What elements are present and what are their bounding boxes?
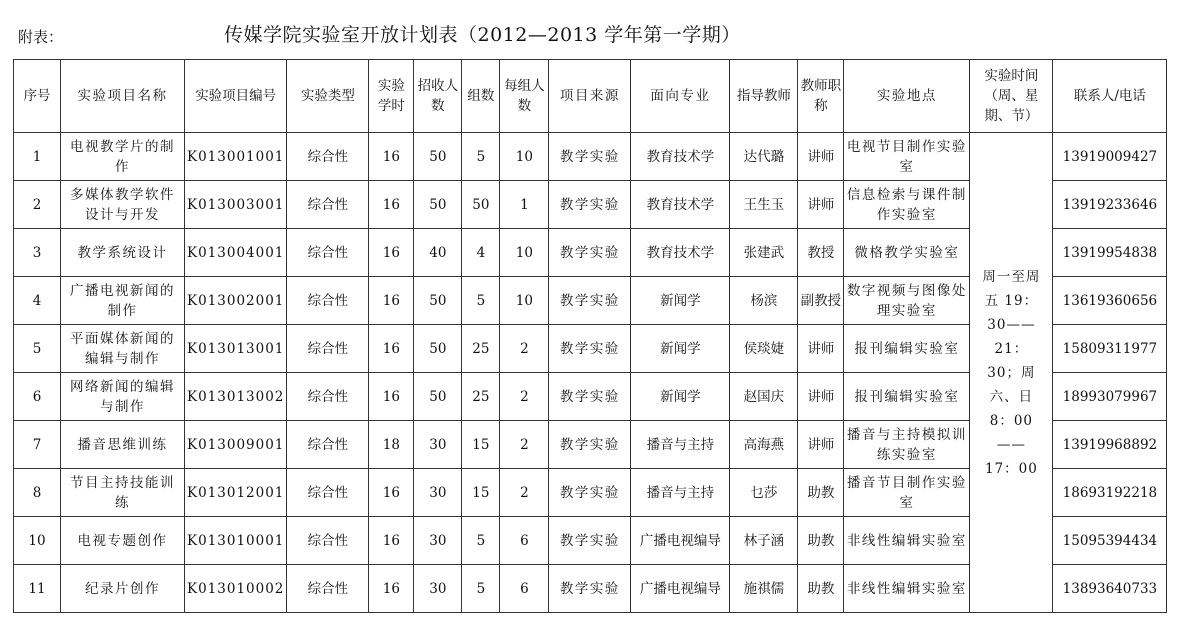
- lab-plan-table: [13, 59, 1167, 613]
- major-cell: 新闻学: [631, 277, 730, 325]
- location-cell: 微格教学实验室: [844, 229, 970, 277]
- per-group-cell: 6: [500, 517, 549, 565]
- row-number-cell: 10: [14, 517, 61, 565]
- appendix-label: 附表：: [18, 28, 64, 46]
- location-cell: 播音节目制作实验室: [844, 469, 970, 517]
- column-header: 项目来源: [549, 60, 631, 133]
- enrollment-cell: 50: [414, 277, 462, 325]
- contact-phone-cell: 13919009427: [1053, 133, 1167, 181]
- row-number-cell: 3: [14, 229, 61, 277]
- experiment-type-cell: 综合性: [287, 517, 369, 565]
- project-source-cell: 教学实验: [549, 277, 631, 325]
- teacher-cell: 林子涵: [730, 517, 798, 565]
- location-cell: 非线性编辑实验室: [844, 565, 970, 613]
- column-header: 实验时间（周、星期、节）: [970, 60, 1053, 133]
- teacher-title-cell: 副教授: [798, 277, 844, 325]
- project-source-cell: 教学实验: [549, 181, 631, 229]
- project-name-cell: 教学系统设计: [61, 229, 185, 277]
- group-count-cell: 5: [462, 133, 500, 181]
- project-code-cell: K013009001: [185, 421, 287, 469]
- major-cell: 广播电视编导: [631, 517, 730, 565]
- project-code-cell: K013013002: [185, 373, 287, 421]
- teacher-cell: 杨滨: [730, 277, 798, 325]
- page-title: 传媒学院实验室开放计划表（2012—2013 学年第一学期）: [224, 24, 741, 46]
- enrollment-cell: 40: [414, 229, 462, 277]
- column-header: 面向专业: [631, 60, 730, 133]
- group-count-cell: 5: [462, 517, 500, 565]
- per-group-cell: 1: [500, 181, 549, 229]
- table-body: [14, 133, 1167, 613]
- per-group-cell: 2: [500, 325, 549, 373]
- teacher-cell: 高海燕: [730, 421, 798, 469]
- per-group-cell: 2: [500, 469, 549, 517]
- project-source-cell: 教学实验: [549, 421, 631, 469]
- table-row: [14, 133, 1167, 181]
- project-code-cell: K013013001: [185, 325, 287, 373]
- major-cell: 教育技术学: [631, 133, 730, 181]
- contact-phone-cell: 18993079967: [1053, 373, 1167, 421]
- per-group-cell: 2: [500, 373, 549, 421]
- group-count-cell: 5: [462, 565, 500, 613]
- contact-phone-cell: 13619360656: [1053, 277, 1167, 325]
- teacher-cell: 王生玉: [730, 181, 798, 229]
- per-group-cell: 6: [500, 565, 549, 613]
- enrollment-cell: 30: [414, 517, 462, 565]
- major-cell: 新闻学: [631, 373, 730, 421]
- group-count-cell: 25: [462, 373, 500, 421]
- teacher-title-cell: 讲师: [798, 133, 844, 181]
- enrollment-cell: 50: [414, 133, 462, 181]
- row-number-cell: 8: [14, 469, 61, 517]
- teacher-title-cell: 讲师: [798, 181, 844, 229]
- experiment-type-cell: 综合性: [287, 565, 369, 613]
- project-source-cell: 教学实验: [549, 133, 631, 181]
- project-source-cell: 教学实验: [549, 469, 631, 517]
- location-cell: 报刊编辑实验室: [844, 325, 970, 373]
- contact-phone-cell: 15809311977: [1053, 325, 1167, 373]
- teacher-title-cell: 讲师: [798, 373, 844, 421]
- project-name-cell: 网络新闻的编辑与制作: [61, 373, 185, 421]
- enrollment-cell: 50: [414, 325, 462, 373]
- contact-phone-cell: 13893640733: [1053, 565, 1167, 613]
- teacher-cell: 施祺儒: [730, 565, 798, 613]
- experiment-type-cell: 综合性: [287, 133, 369, 181]
- location-cell: 报刊编辑实验室: [844, 373, 970, 421]
- project-code-cell: K013001001: [185, 133, 287, 181]
- experiment-type-cell: 综合性: [287, 373, 369, 421]
- group-count-cell: 15: [462, 421, 500, 469]
- project-name-cell: 节目主持技能训练: [61, 469, 185, 517]
- project-name-cell: 广播电视新闻的制作: [61, 277, 185, 325]
- experiment-type-cell: 综合性: [287, 469, 369, 517]
- project-name-cell: 电视教学片的制作: [61, 133, 185, 181]
- experiment-type-cell: 综合性: [287, 181, 369, 229]
- experiment-type-cell: 综合性: [287, 421, 369, 469]
- major-cell: 播音与主持: [631, 421, 730, 469]
- column-header: 序号: [14, 60, 61, 133]
- enrollment-cell: 30: [414, 421, 462, 469]
- per-group-cell: 10: [500, 229, 549, 277]
- major-cell: 新闻学: [631, 325, 730, 373]
- row-number-cell: 2: [14, 181, 61, 229]
- hours-cell: 16: [369, 229, 414, 277]
- per-group-cell: 2: [500, 421, 549, 469]
- teacher-cell: 张建武: [730, 229, 798, 277]
- teacher-title-cell: 助教: [798, 517, 844, 565]
- project-code-cell: K013012001: [185, 469, 287, 517]
- teacher-title-cell: 教授: [798, 229, 844, 277]
- hours-cell: 16: [369, 469, 414, 517]
- location-cell: 播音与主持模拟训练实验室: [844, 421, 970, 469]
- project-code-cell: K013010001: [185, 517, 287, 565]
- group-count-cell: 5: [462, 277, 500, 325]
- column-header: 实验地点: [844, 60, 970, 133]
- project-name-cell: 电视专题创作: [61, 517, 185, 565]
- enrollment-cell: 50: [414, 373, 462, 421]
- group-count-cell: 4: [462, 229, 500, 277]
- experiment-type-cell: 综合性: [287, 277, 369, 325]
- teacher-title-cell: 讲师: [798, 421, 844, 469]
- project-name-cell: 播音思维训练: [61, 421, 185, 469]
- major-cell: 教育技术学: [631, 181, 730, 229]
- location-cell: 数字视频与图像处理实验室: [844, 277, 970, 325]
- teacher-cell: 达代璐: [730, 133, 798, 181]
- project-name-cell: 多媒体教学软件设计与开发: [61, 181, 185, 229]
- major-cell: 广播电视编导: [631, 565, 730, 613]
- per-group-cell: 10: [500, 277, 549, 325]
- contact-phone-cell: 15095394434: [1053, 517, 1167, 565]
- group-count-cell: 50: [462, 181, 500, 229]
- project-name-cell: 平面媒体新闻的编辑与制作: [61, 325, 185, 373]
- contact-phone-cell: 18693192218: [1053, 469, 1167, 517]
- experiment-type-cell: 综合性: [287, 325, 369, 373]
- location-cell: 电视节目制作实验室: [844, 133, 970, 181]
- project-source-cell: 教学实验: [549, 229, 631, 277]
- column-header: 实验项目名称: [61, 60, 185, 133]
- enrollment-cell: 30: [414, 469, 462, 517]
- row-number-cell: 1: [14, 133, 61, 181]
- project-code-cell: K013003001: [185, 181, 287, 229]
- project-code-cell: K013010002: [185, 565, 287, 613]
- contact-phone-cell: 13919954838: [1053, 229, 1167, 277]
- project-source-cell: 教学实验: [549, 565, 631, 613]
- hours-cell: 16: [369, 181, 414, 229]
- teacher-cell: 侯琰婕: [730, 325, 798, 373]
- column-header: 联系人/电话: [1053, 60, 1167, 133]
- location-cell: 信息检索与课件制作实验室: [844, 181, 970, 229]
- row-number-cell: 4: [14, 277, 61, 325]
- hours-cell: 16: [369, 517, 414, 565]
- enrollment-cell: 30: [414, 565, 462, 613]
- column-header: 每组人数: [500, 60, 549, 133]
- per-group-cell: 10: [500, 133, 549, 181]
- row-number-cell: 5: [14, 325, 61, 373]
- teacher-cell: 乜莎: [730, 469, 798, 517]
- column-header: 指导教师: [730, 60, 798, 133]
- teacher-title-cell: 助教: [798, 565, 844, 613]
- project-code-cell: K013002001: [185, 277, 287, 325]
- row-number-cell: 6: [14, 373, 61, 421]
- location-cell: 非线性编辑实验室: [844, 517, 970, 565]
- major-cell: 播音与主持: [631, 469, 730, 517]
- column-header: 实验类型: [287, 60, 369, 133]
- column-header: 实验学时: [369, 60, 414, 133]
- group-count-cell: 15: [462, 469, 500, 517]
- hours-cell: 16: [369, 277, 414, 325]
- teacher-cell: 赵国庆: [730, 373, 798, 421]
- major-cell: 教育技术学: [631, 229, 730, 277]
- project-source-cell: 教学实验: [549, 373, 631, 421]
- project-code-cell: K013004001: [185, 229, 287, 277]
- row-number-cell: 7: [14, 421, 61, 469]
- project-source-cell: 教学实验: [549, 517, 631, 565]
- teacher-title-cell: 讲师: [798, 325, 844, 373]
- row-number-cell: 11: [14, 565, 61, 613]
- column-header: 招收人数: [414, 60, 462, 133]
- experiment-type-cell: 综合性: [287, 229, 369, 277]
- column-header: 教师职称: [798, 60, 844, 133]
- contact-phone-cell: 13919968892: [1053, 421, 1167, 469]
- group-count-cell: 25: [462, 325, 500, 373]
- teacher-title-cell: 助教: [798, 469, 844, 517]
- table-header-row: [14, 60, 1167, 133]
- hours-cell: 16: [369, 133, 414, 181]
- column-header: 组数: [462, 60, 500, 133]
- project-source-cell: 教学实验: [549, 325, 631, 373]
- enrollment-cell: 50: [414, 181, 462, 229]
- hours-cell: 16: [369, 565, 414, 613]
- hours-cell: 16: [369, 373, 414, 421]
- column-header: 实验项目编号: [185, 60, 287, 133]
- project-name-cell: 纪录片创作: [61, 565, 185, 613]
- contact-phone-cell: 13919233646: [1053, 181, 1167, 229]
- hours-cell: 18: [369, 421, 414, 469]
- hours-cell: 16: [369, 325, 414, 373]
- experiment-time-cell: 周一至周五 19：30——21：30；周六、日 8：00——17：00: [970, 133, 1053, 613]
